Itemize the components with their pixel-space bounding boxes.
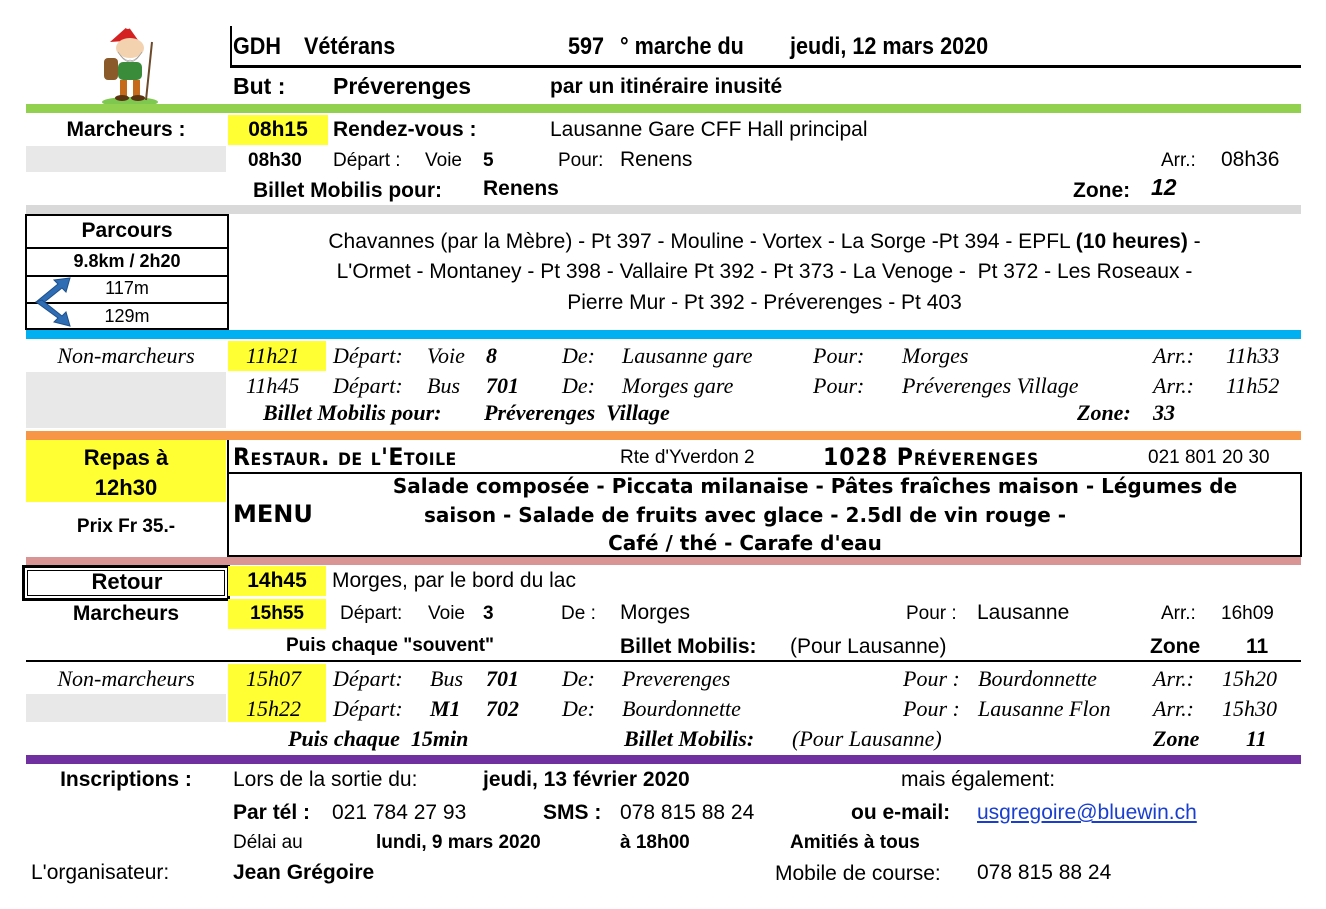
route-title: Parcours (81, 219, 173, 242)
route-rule-1 (27, 247, 227, 249)
organizer-label: L'organisateur: (31, 861, 170, 884)
nw-r1-time: 11h21 (246, 343, 300, 368)
nw-r1-from-label: De: (562, 343, 595, 368)
nw-r1-to: Morges (902, 343, 969, 368)
nw-r1-depart: Départ: (333, 343, 403, 368)
registration-sms: 078 815 88 24 (620, 801, 755, 824)
goal-note: par un itinéraire inusité (550, 75, 783, 98)
rnw1-arr-label: Arr.: (1153, 666, 1194, 691)
return-separator (26, 660, 1301, 662)
organizer-name: Jean Grégoire (233, 861, 375, 884)
rw-zone-label: Zone (1150, 635, 1201, 658)
header-rule (230, 65, 1301, 68)
walkers-meet-place: Lausanne Gare CFF Hall principal (550, 118, 868, 141)
nw-ticket-label: Billet Mobilis pour: (263, 400, 442, 425)
rnw1-num: 701 (486, 666, 519, 691)
route-line-1 (232, 230, 1297, 254)
rw-zone: 11 (1246, 635, 1269, 658)
walkers-track-label: Voie (425, 150, 462, 171)
meal-phone: 021 801 20 30 (1148, 447, 1270, 468)
rnw2-arr-label: Arr.: (1153, 696, 1194, 721)
menu-line-3: Café / thé - Carafe d'eau (608, 531, 882, 555)
rnw1-depart: Départ: (333, 666, 403, 691)
route-line-1-b: (10 heures) (1075, 230, 1188, 253)
registration-tel: 021 784 27 93 (332, 801, 467, 824)
rw-arr-label: Arr.: (1161, 603, 1196, 624)
registration-tel-label: Par tél : (233, 801, 311, 824)
return-walkers-time: 15h55 (228, 599, 326, 629)
walkers-meet-time: 08h15 (228, 115, 328, 145)
rnw-zone-label: Zone (1153, 726, 1200, 751)
header-group: GDH (233, 33, 282, 60)
return-title: Retour (91, 569, 163, 594)
nw-r2-to: Préverenges Village (902, 373, 1079, 398)
rnw2-num: 702 (486, 696, 519, 721)
rnw1-mode: Bus (430, 666, 463, 691)
walkers-gray-cell (26, 146, 226, 172)
route-distance: 9.8km / 2h20 (73, 251, 181, 271)
header-left-rule (230, 26, 232, 66)
nw-r2-arr-label: Arr.: (1153, 373, 1194, 398)
registration-when-label: Lors de la sortie du: (233, 768, 418, 791)
divider-rose (26, 557, 1301, 565)
rnw2-to-label: Pour : (903, 696, 960, 721)
walkers-arr: 08h36 (1221, 148, 1280, 171)
divider-green (26, 104, 1301, 113)
nw-r1-from: Lausanne gare (622, 343, 753, 368)
rw-depart: Départ: (340, 603, 403, 624)
rw-to: Lausanne (977, 601, 1070, 624)
rw-to-label: Pour : (906, 603, 957, 624)
walkers-zone: 12 (1151, 174, 1177, 200)
header-veterans: Vétérans (304, 33, 396, 60)
divider-blue (26, 330, 1301, 339)
rw-track-label: Voie (428, 603, 465, 624)
return-route: Morges, par le bord du lac (332, 569, 576, 592)
walkers-ticket-label: Billet Mobilis pour: (253, 179, 442, 202)
rw-from: Morges (620, 601, 691, 624)
nw-r2-from-label: De: (562, 373, 595, 398)
meal-restaurant: Restaur. de l'Etoile (233, 443, 457, 471)
nw-r2-num: 701 (486, 373, 519, 398)
registration-regards: Amitiés à tous (790, 832, 920, 853)
rnw2-mode: M1 (430, 696, 461, 721)
nw-r2-to-label: Pour: (813, 373, 865, 398)
rw-arr: 16h09 (1221, 603, 1274, 624)
route-line-3: Pierre Mur - Pt 392 - Préverenges - Pt 403 (567, 291, 962, 314)
rnw-ticket-label: Billet Mobilis: (624, 726, 755, 751)
route-line-2: L'Ormet - Montaney - Pt 398 - Vallaire Pt 392 - Pt 373 - La Venoge - Pt 372 - Les Roseaux - (336, 260, 1193, 283)
nw-r2-from: Morges gare (622, 373, 734, 398)
route-line-1-a: Chavannes (par la Mèbre) - Pt 397 - Mouline - Vortex - La Sorge -Pt 394 - EPFL (328, 230, 1076, 253)
walkers-arr-label: Arr.: (1161, 150, 1196, 171)
registration-sms-label: SMS : (543, 801, 602, 824)
rnw-zone: 11 (1246, 726, 1267, 751)
walkers-to: Renens (620, 148, 693, 171)
walkers-meet-label: Rendez-vous : (333, 118, 477, 141)
nonwalkers-label: Non-marcheurs (57, 343, 195, 368)
walkers-zone-label: Zone: (1073, 179, 1131, 202)
registration-when-date: jeudi, 13 février 2020 (483, 768, 690, 791)
nw-r2-arr: 11h52 (1226, 373, 1280, 398)
nw-r1-to-label: Pour: (813, 343, 865, 368)
registration-deadline-time: à 18h00 (620, 832, 690, 853)
rnw1-to: Bourdonnette (978, 666, 1097, 691)
nw-r1-mode: Voie (427, 343, 465, 368)
divider-purple (26, 755, 1301, 764)
logo-gnome (80, 22, 182, 108)
mobile-label: Mobile de course: (775, 862, 941, 885)
goal-label: But : (233, 73, 286, 99)
rnw2-depart: Départ: (333, 696, 403, 721)
rnw2-time: 15h22 (246, 696, 301, 721)
rw-ticket: (Pour Lausanne) (790, 635, 947, 658)
registration-email-label: ou e-mail: (851, 801, 951, 824)
elevation-arrows-icon (32, 272, 80, 330)
return-time: 14h45 (228, 566, 326, 596)
rnw-ticket: (Pour Lausanne) (792, 726, 942, 751)
walkers-ticket-dest: Renens (483, 177, 559, 200)
rnw1-from-label: De: (562, 666, 595, 691)
meal-price: Prix Fr 35.- (76, 516, 176, 537)
nw-r2-mode: Bus (427, 373, 460, 398)
walkers-depart-label: Départ : (333, 150, 401, 171)
rw-from-label: De : (561, 603, 596, 624)
menu-label: MENU (233, 500, 313, 528)
rnw2-from-label: De: (562, 696, 595, 721)
return-walkers-label: Marcheurs (72, 602, 180, 625)
nw-r1-arr-label: Arr.: (1153, 343, 1194, 368)
rnw2-arr: 15h30 (1222, 696, 1277, 721)
menu-line-1: Salade composée - Piccata milanaise - Pâtes fraîches maison - Légumes de (392, 474, 1238, 498)
meal-label-1: Repas à (83, 445, 169, 470)
meal-address: Rte d'Yverdon 2 (620, 447, 755, 468)
walkers-depart-time: 08h30 (248, 150, 302, 171)
nonwalkers-gray-cell (26, 372, 226, 428)
goal-place: Préverenges (333, 73, 472, 99)
rw-frequency: Puis chaque "souvent" (286, 635, 495, 656)
rnw1-from: Preverenges (622, 666, 731, 691)
meal-label-2: 12h30 (94, 475, 158, 500)
nw-zone: 33 (1153, 400, 1175, 425)
rnw2-to: Lausanne Flon (978, 696, 1111, 721)
header-march-number: 597 (568, 33, 605, 60)
registration-label: Inscriptions : (60, 768, 192, 791)
route-line-1-c: - (1187, 230, 1201, 253)
return-nonwalkers-gray-cell (26, 694, 226, 722)
divider-gray (26, 205, 1301, 214)
walkers-to-label: Pour: (558, 150, 604, 171)
nw-zone-label: Zone: (1077, 400, 1131, 425)
divider-orange (26, 431, 1301, 440)
registration-email-link[interactable]: usgregoire@bluewin.ch (977, 801, 1197, 824)
rnw1-arr: 15h20 (1222, 666, 1277, 691)
rnw1-time: 15h07 (246, 666, 301, 691)
header-date: jeudi, 12 mars 2020 (790, 33, 989, 60)
rnw1-to-label: Pour : (903, 666, 960, 691)
route-elevation-down: 129m (104, 306, 150, 326)
rnw2-from: Bourdonnette (622, 696, 741, 721)
menu-line-2: saison - Salade de fruits avec glace - 2.5dl de vin rouge - (423, 503, 1067, 527)
walkers-track: 5 (483, 150, 494, 171)
nw-r1-arr: 11h33 (1226, 343, 1280, 368)
registration-deadline-label: Délai au (233, 832, 303, 853)
nw-r2-time: 11h45 (246, 373, 300, 398)
nw-r1-num: 8 (486, 343, 497, 368)
header-march-text: ° marche du (620, 33, 744, 60)
rw-track: 3 (483, 603, 494, 624)
nw-r2-depart: Départ: (333, 373, 403, 398)
rw-ticket-label: Billet Mobilis: (620, 635, 757, 658)
mobile-number: 078 815 88 24 (977, 861, 1112, 884)
route-elevation-up: 117m (105, 278, 149, 298)
nw-ticket-dest: Préverenges Village (484, 400, 670, 425)
walkers-label: Marcheurs : (66, 118, 186, 141)
registration-also: mais également: (901, 768, 1056, 791)
registration-deadline-date: lundi, 9 mars 2020 (376, 832, 541, 853)
return-nonwalkers-label: Non-marcheurs (57, 666, 195, 691)
meal-city: 1028 Préverenges (823, 443, 1040, 471)
rnw-frequency: Puis chaque 15min (288, 726, 469, 751)
